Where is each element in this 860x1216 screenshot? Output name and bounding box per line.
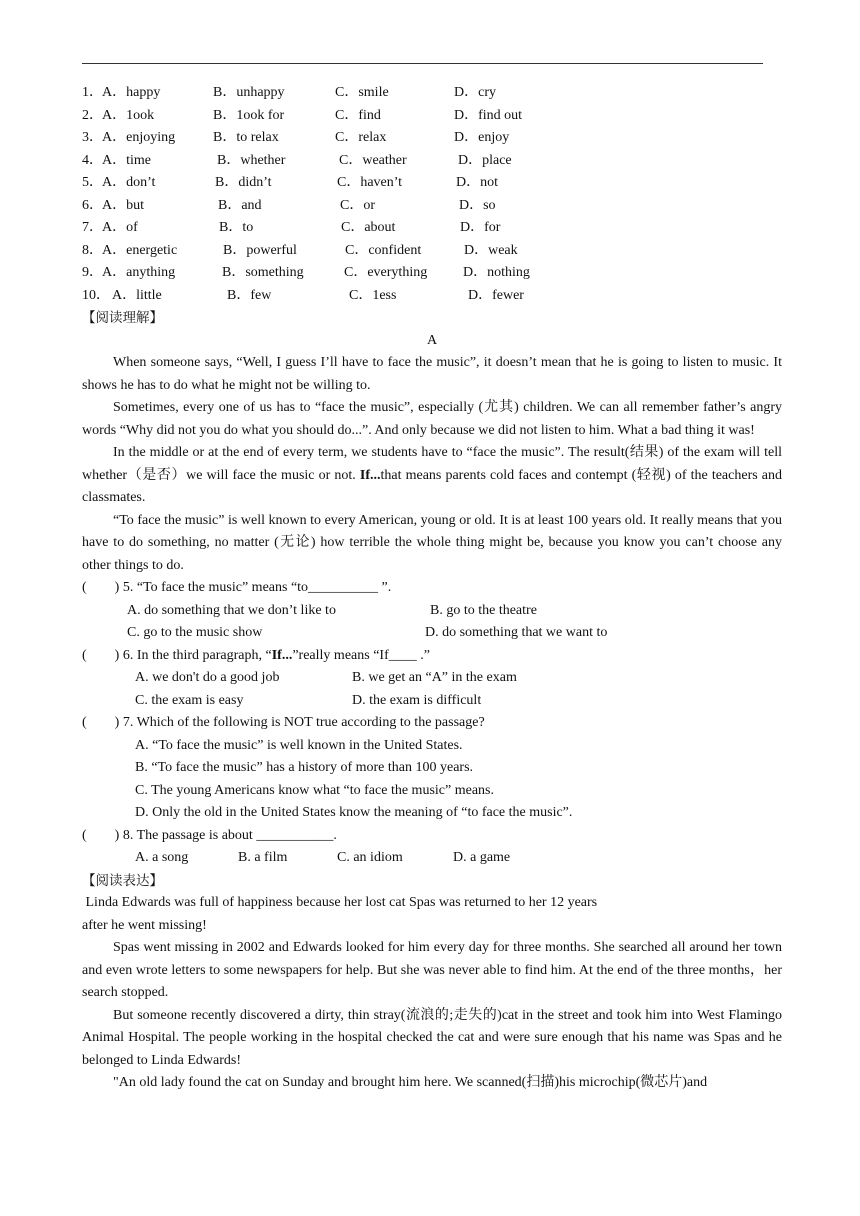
cloze-option-c: C．1ess [349,287,397,303]
question-8-stem: ( ) 8. The passage is about ___________. [82,827,337,843]
cloze-option-row [82,150,782,173]
question-5-stem: ( ) 5. “To face the music” means “to__________ ”. [82,580,392,595]
cloze-option-b: B．to [219,220,254,235]
passage-b-paragraph-2: Spas went missing in 2002 and Edwards looked for him every day for three months. She searched all around her town and even wrote letters to some newspapers for help. But she was never able to find him. At the end of the three months，her search stopped. [82,940,782,1000]
question-5-option-c: C. go to the music show [127,625,263,640]
cloze-item-number: 6． [82,197,103,213]
cloze-option-c: C．haven’t [337,175,403,190]
question-7-option-c: C. The young Americans know what “to face the music” means. [135,782,494,798]
cloze-option-c: C．weather [339,152,407,168]
cloze-option-a: A．little [112,287,162,303]
cloze-option-row [82,172,782,195]
cloze-option-d: D．cry [454,85,496,100]
cloze-option-row [82,195,782,218]
cloze-item-number: 8． [82,242,103,258]
cloze-option-b: B．something [222,265,304,280]
cloze-option-row [82,240,782,263]
reading-heading: 【阅读理解】 [82,310,163,326]
question-6-stem: ( ) 6. In the third paragraph, “If...”really means “If____ .” [82,647,430,663]
cloze-option-d: D．so [459,197,496,213]
cloze-option-a: A．of [102,220,138,235]
cloze-option-b: B．and [218,197,262,213]
cloze-option-d: D．not [456,175,498,190]
question-7-stem: ( ) 7. Which of the following is NOT true according to the passage? [82,715,485,730]
cloze-option-a: A．anything [102,265,176,280]
cloze-option-d: D．fewer [468,287,524,303]
cloze-option-a: A．time [102,152,151,168]
question-7-option-d: D. Only the old in the United States know the meaning of “to face the music”. [135,805,573,820]
cloze-options-list [82,82,782,307]
cloze-option-row [82,217,782,240]
cloze-option-b: B．few [227,287,272,303]
cloze-option-c: C．everything [344,265,428,280]
question-6-options-row-2 [82,690,782,713]
passage-b-paragraph-3: But someone recently discovered a dirty, thin stray(流浪的;走失的)cat in the street and took him into West Flamingo Animal Hospital. The people working in the hospital checked the cat and were sure enough that his name was Spas and he belonged to Linda Edwards! [82,1007,782,1068]
question-5-options-row-2 [82,622,782,645]
cloze-option-a: A．but [102,197,144,213]
cloze-option-d: D．nothing [463,265,530,280]
passage-a-paragraph-4: “To face the music” is well known to every American, young or old. It is at least 100 years old. It really means that you have to do something, no matter (无论) how terrible the whole thing might be, because you know you can’t choose any other things to do. [82,512,782,573]
passage-a-paragraph-3: In the middle or at the end of every term, we students have to “face the music”. The result(结果) of the exam will tell whether（是否）we will face the music or not. If...that means parents cold faces and contempt (轻视) of the teachers and classmates. [82,445,783,505]
question-5-option-b: B. go to the theatre [430,602,537,618]
cloze-option-b: B．didn’t [215,175,272,190]
document-content [82,82,782,1095]
cloze-option-d: D．for [460,220,501,235]
question-6-option-c: C. the exam is easy [135,692,244,708]
question-7-option-b-row [82,757,782,780]
cloze-option-c: C．find [335,107,381,123]
cloze-option-c: C．relax [335,130,387,145]
cloze-option-b: B．whether [217,152,286,168]
question-8-option-d: D. a game [453,850,511,865]
cloze-option-c: C．smile [335,85,389,100]
cloze-option-row [82,285,782,308]
cloze-item-number: 10． [82,287,110,303]
question-5-option-d: D. do something that we want to [425,625,608,640]
cloze-option-d: D．weak [464,242,518,258]
cloze-option-d: D．place [458,152,512,168]
question-7-option-d-row [82,802,782,825]
question-8-option-b: B. a film [238,850,288,865]
cloze-option-d: D．find out [454,107,523,123]
passage-a-paragraph-1: When someone says, “Well, I guess I’ll have to face the music”, it doesn’t mean that he is going to listen to music. It shows he has to do what he might not be willing to. [82,355,782,393]
cloze-option-row [82,105,782,128]
cloze-option-a: A．energetic [102,242,178,258]
question-6-option-b: B. we get an “A” in the exam [352,670,517,685]
question-7-option-a: A. “To face the music” is well known in the United States. [135,737,463,753]
cloze-option-c: C．confident [345,242,422,258]
cloze-item-number: 4． [82,152,103,168]
cloze-option-row [82,82,782,105]
passage-b-line-2: after he went missing! [82,917,207,933]
question-8-option-a: A. a song [135,850,189,865]
passage-a-label: A [426,332,438,348]
question-6-option-a: A. we don't do a good job [135,670,280,685]
cloze-option-row [82,262,782,285]
cloze-option-c: C．about [341,220,396,235]
question-5-options-row-1 [82,600,782,623]
passage-b-paragraph-4: "An old lady found the cat on Sunday and brought him here. We scanned(扫描)his microchip(微芯片)and [113,1075,708,1090]
cloze-option-row [82,127,782,150]
cloze-item-number: 1． [82,85,103,100]
passage-a-paragraph-2: Sometimes, every one of us has to “face the music”, especially (尤其) children. We can all remember father’s angry words “Why did not you do what you should do...”. And only because we did not listen to him. What a bad thing it was! [82,400,782,438]
question-8-options-row [82,847,782,870]
cloze-item-number: 3． [82,130,103,145]
question-6-option-d: D. the exam is difficult [352,692,482,708]
cloze-item-number: 2． [82,107,103,123]
question-7-option-c-row [82,780,782,803]
cloze-option-a: A．happy [102,85,161,100]
header-rule [82,63,763,64]
question-7-option-b: B. “To face the music” has a history of more than 100 years. [135,760,474,775]
question-8-option-c: C. an idiom [337,850,403,865]
cloze-option-a: A．enjoying [102,130,176,145]
cloze-option-b: B．powerful [223,242,297,258]
cloze-item-number: 5． [82,175,103,190]
cloze-option-d: D．enjoy [454,130,510,145]
cloze-item-number: 9． [82,265,103,280]
cloze-option-a: A．1ook [102,107,155,123]
cloze-option-c: C．or [340,197,375,213]
question-6-options-row-1 [82,667,782,690]
expression-heading: 【阅读表达】 [82,872,163,889]
cloze-item-number: 7． [82,220,103,235]
cloze-option-b: B．to relax [213,130,279,145]
cloze-option-a: A．don’t [102,175,156,190]
cloze-option-b: B．unhappy [213,85,285,100]
passage-b-line-1: Linda Edwards was full of happiness because her lost cat Spas was returned to her 12 years [82,895,598,910]
question-5-option-a: A. do something that we don’t like to [127,602,336,618]
cloze-option-b: B．1ook for [213,107,285,123]
question-7-option-a-row [82,735,782,758]
